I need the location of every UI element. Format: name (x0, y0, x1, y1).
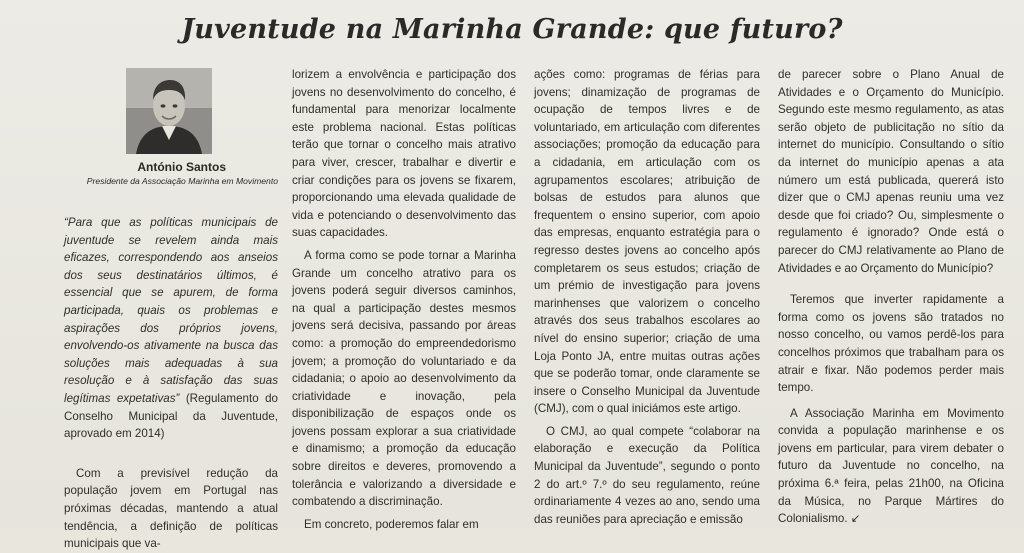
article-column-4 (778, 66, 1004, 528)
body-paragraph: O CMJ, ao qual compete “colaborar na elaboração e execução da Política Municipal da Juventude”, segundo o ponto 2 do art.º 7.º do seu regulamento, reúne ordinariamente 4 vezes ao ano, sendo uma das reuniões para apreciação e emissão (534, 424, 760, 526)
article-headline: Juventude na Marinha Grande: que futuro? (181, 14, 843, 45)
article-column-1 (64, 214, 278, 553)
quote-source: (Regulamento do Conselho Municipal da Juventude, aprovado em 2014) (64, 391, 278, 441)
author-portrait-icon (126, 68, 212, 154)
article-column-3 (534, 66, 760, 528)
body-paragraph: Com a previsível redução da população jovem em Portugal nas próximas décadas, mantendo a atual tendência, a definição de políticas municipais que va- (64, 466, 278, 551)
opening-quote: “Para que as políticas municipais de juventude se revelem ainda mais eficazes, correspondendo aos anseios dos seus destinatários últimos, é essencial que se apurem, de forma participada, quais os problemas e aspirações dos próprios jovens, envolvendo-os ativamente na busca das soluções mais adequadas à sua resolução e à satisfação das suas legítimas expetativas” (64, 216, 278, 405)
author-photo (126, 68, 212, 154)
body-paragraph: Teremos que inverter rapidamente a forma como os jovens são tratados no nosso concelho, ou vamos perdê-los para concelhos próximos que trabalham para os atrair e fixar. Não podemos perder mais tempo. (778, 293, 1004, 395)
body-paragraph: A forma como se pode tornar a Marinha Grande um concelho atrativo para os jovens poderá seguir diversos caminhos, na qual a participação destes mesmos jovens será decisiva, passando por áreas como: a promoção do empreendedorismo jovem; a promoção do voluntariado e da cidadania; o apoio ao desenvolvimento da criatividade e inovação, pela disponibilização de espaços onde os jovens possam explorar a sua criatividade e dinamismo; a promoção da educação sobre direitos e deveres, promovendo a tolerância e valorizando a diversidade e combatendo a discriminação. (292, 248, 516, 509)
body-paragraph: lorizem a envolvência e participação dos jovens no desenvolvimento do concelho, é fundamental para menorizar localmente este problema nacional. Estas políticas terão que tornar o concelho mais atrativo para viver, crescer, trabalhar e divertir e criar condições para os jovens se fixarem, proporcionando uma elevada qualidade de vida e potenciando o desenvolvimento das suas capacidades. (292, 68, 516, 240)
author-role: Presidente da Associação Marinha em Movimento (86, 176, 278, 186)
opening-quote-paragraph (64, 214, 278, 443)
body-paragraph: ações como: programas de férias para jovens; dinamização de programas de ocupação de tempos livres e de voluntariado, em articulação com diferentes associações; promoção da educação para a cidadania, em articulação com os agrupamentos escolares; atribuição de bolsas de estudos para alunos que frequentem o ensino superior, com apoio das empresas, enquanto estratégia para o regresso destes jovens ao concelho após completarem os seus estudos; criação de um prémio de investigação para jovens marinhenses que valorizem o concelho através dos seus trabalhos escolares ao nível do ensino superior; criação de uma Loja Ponto JA, entre muitas outras ações que se poderão tomar, onde claramente se insere o Conselho Municipal da Juventude (CMJ), com o qual iniciámos este artigo. (534, 68, 760, 416)
body-paragraph: Em concreto, poderemos falar em (304, 517, 479, 531)
article-column-2 (292, 66, 516, 533)
body-paragraph: de parecer sobre o Plano Anual de Atividades e o Orçamento do Município. Segundo este mesmo regulamento, as atas serão objeto de publicitação no sítio da internet do município. Consultando o sítio da internet do município apenas a ata número um está publicada, quererá isto dizer que o CMJ apenas reuniu uma vez desde que foi criado? Ou, simplesmente o regulamento é ignorado? Onde está o parecer do CMJ relativamente ao Plano de Atividades e ao Orçamento do Município? (778, 68, 1004, 275)
author-name: António Santos (137, 160, 226, 174)
body-paragraph: A Associação Marinha em Movimento convida a população marinhense e os jovens em particular, para virem debater o futuro da Juventude no concelho, na próxima 6.ª feira, pelas 21h00, na Oficina da Música, no Parque Mártires do Colonialismo. ↙ (778, 406, 1004, 526)
